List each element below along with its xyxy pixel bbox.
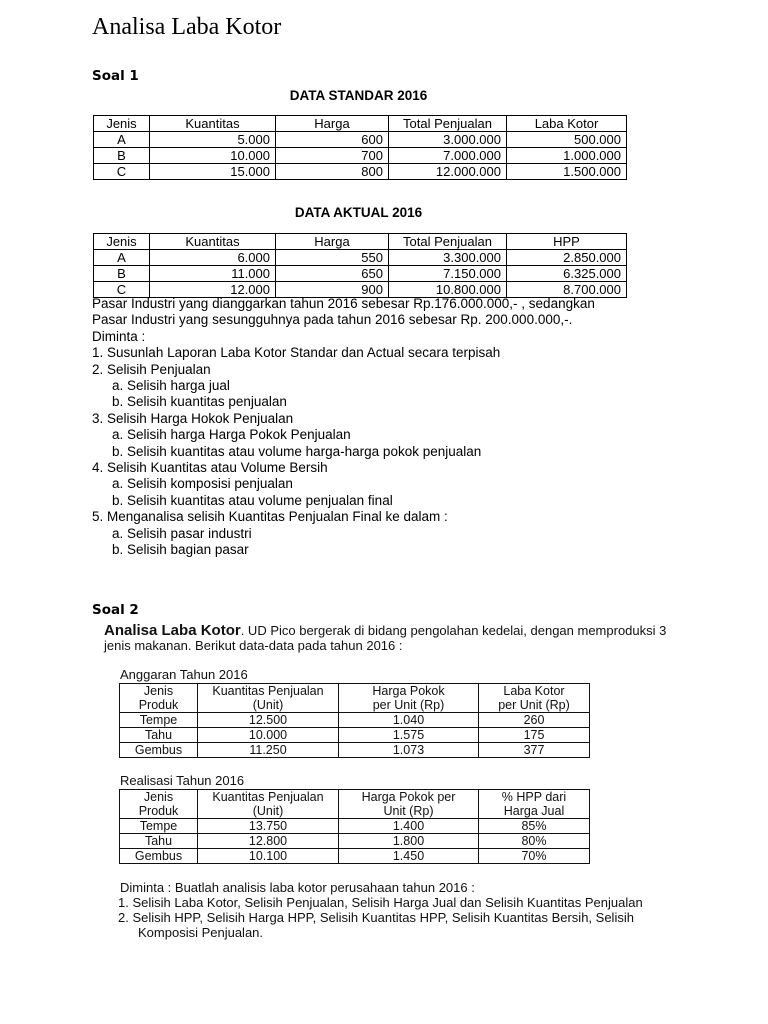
table-cell: Tahu — [120, 834, 198, 849]
list-item: 2. Selisih Penjualan — [92, 361, 211, 377]
column-header: Jenis — [94, 234, 150, 250]
table-cell: 10.800.000 — [389, 282, 507, 298]
table-cell: 2.850.000 — [507, 250, 627, 266]
table-row — [94, 164, 627, 180]
column-header: Harga — [276, 234, 389, 250]
table-cell: 3.000.000 — [389, 132, 507, 148]
table-cell: 800 — [276, 164, 389, 180]
task-list — [104, 895, 694, 940]
realisasi-caption: Realisasi Tahun 2016 — [120, 773, 245, 788]
table-header-row — [94, 116, 627, 132]
column-header: % HPP dari Harga Jual — [479, 790, 590, 819]
column-header: Kuantitas Penjualan (Unit) — [198, 790, 339, 819]
table-header-row — [120, 684, 590, 713]
column-header: HPP — [507, 234, 627, 250]
table-cell: 12.800 — [198, 834, 339, 849]
soal-2-tasks — [104, 880, 694, 940]
intro-bold: Analisa Laba Kotor — [104, 622, 241, 639]
table-cell: C — [94, 164, 150, 180]
intro-text: . UD Pico bergerak di bidang pengolahan kedelai, dengan memproduksi 3 — [240, 623, 667, 638]
table-cell: A — [94, 250, 150, 266]
table-cell: 12.500 — [198, 713, 339, 728]
table-row — [120, 713, 590, 728]
table-cell: 12.000 — [150, 282, 276, 298]
table-cell: C — [94, 282, 150, 298]
standar-table — [93, 115, 627, 180]
table-cell: 500.000 — [507, 132, 627, 148]
table-cell: 1.800 — [339, 834, 479, 849]
table-cell: 15.000 — [150, 164, 276, 180]
table-cell: 10.000 — [150, 148, 276, 164]
table-cell: 900 — [276, 282, 389, 298]
realisasi-table — [119, 789, 590, 864]
table-header-row — [94, 234, 627, 250]
task-list — [92, 345, 652, 558]
table-row — [94, 148, 627, 164]
table-cell: 11.250 — [198, 743, 339, 758]
column-header: Harga Pokok per Unit (Rp) — [339, 684, 479, 713]
table-cell: Tahu — [120, 728, 198, 743]
list-item: 1. Selisih Laba Kotor, Selisih Penjualan, Selisih Harga Jual dan Selisih Kuantitas Penjualan — [118, 895, 643, 910]
table-cell: Gembus — [120, 743, 198, 758]
sub-list-item: b. Selisih bagian pasar — [112, 542, 249, 558]
table-cell: 1.000.000 — [507, 148, 627, 164]
table-cell: 6.325.000 — [507, 266, 627, 282]
sub-list-item: a. Selisih pasar industri — [112, 525, 252, 541]
column-header: Kuantitas Penjualan (Unit) — [198, 684, 339, 713]
column-header: Harga Pokok per Unit (Rp) — [339, 790, 479, 819]
table-cell: 377 — [479, 743, 590, 758]
table-cell: 1.500.000 — [507, 164, 627, 180]
table-cell: 80% — [479, 834, 590, 849]
table-cell: 175 — [479, 728, 590, 743]
sub-list-item: b. Selisih kuantitas penjualan — [112, 394, 287, 410]
column-header: Laba Kotor per Unit (Rp) — [479, 684, 590, 713]
table-cell: 1.450 — [339, 849, 479, 864]
table-cell: B — [94, 148, 150, 164]
table-cell: 700 — [276, 148, 389, 164]
table-cell: 3.300.000 — [389, 250, 507, 266]
anggaran-caption: Anggaran Tahun 2016 — [120, 667, 248, 682]
soal-1-text — [92, 296, 652, 559]
table-row — [120, 743, 590, 758]
table-cell: 5.000 — [150, 132, 276, 148]
column-header: Harga — [276, 116, 389, 132]
soal-1-label: Soal 1 — [92, 68, 139, 84]
table-row — [94, 132, 627, 148]
column-header: Total Penjualan — [389, 116, 507, 132]
intro-text-line2: jenis makanan. Berikut data-data pada tahun 2016 : — [104, 638, 403, 653]
table-row — [120, 728, 590, 743]
diminta-label: Diminta : — [92, 328, 146, 344]
table-cell: 1.073 — [339, 743, 479, 758]
table-cell: 1.040 — [339, 713, 479, 728]
list-item: 2. Selisih HPP, Selisih Harga HPP, Selisih Kuantitas HPP, Selisih Kuantitas Bersih, Selisih — [118, 910, 634, 925]
column-header: Jenis — [94, 116, 150, 132]
standar-heading: DATA STANDAR 2016 — [289, 88, 428, 103]
table-cell: 70% — [479, 849, 590, 864]
table-cell: A — [94, 132, 150, 148]
table-row — [94, 266, 627, 282]
column-header: Jenis Produk — [120, 790, 198, 819]
table-cell: 600 — [276, 132, 389, 148]
list-item-continuation: Komposisi Penjualan. — [138, 925, 264, 940]
sub-list-item: a. Selisih komposisi penjualan — [112, 476, 293, 492]
soal-2-intro — [104, 623, 694, 653]
table-cell: 7.000.000 — [389, 148, 507, 164]
column-header: Total Penjualan — [389, 234, 507, 250]
sub-list-item: b. Selisih kuantitas atau volume penjualan final — [112, 492, 393, 508]
table-cell: 650 — [276, 266, 389, 282]
table-cell: 260 — [479, 713, 590, 728]
table-cell: 8.700.000 — [507, 282, 627, 298]
table-cell: Tempe — [120, 819, 198, 834]
table-cell: 550 — [276, 250, 389, 266]
column-header: Kuantitas — [150, 234, 276, 250]
aktual-heading: DATA AKTUAL 2016 — [294, 205, 423, 220]
paragraph-line: Pasar Industri yang dianggarkan tahun 2016 sebesar Rp.176.000.000,- , sedangkan — [92, 296, 595, 311]
column-header: Laba Kotor — [507, 116, 627, 132]
diminta-label: Diminta : Buatlah analisis laba kotor perusahaan tahun 2016 : — [120, 880, 475, 895]
table-cell: 85% — [479, 819, 590, 834]
table-row — [94, 250, 627, 266]
table-header-row — [120, 790, 590, 819]
list-item: 4. Selisih Kuantitas atau Volume Bersih — [92, 460, 328, 476]
anggaran-table — [119, 683, 590, 758]
table-cell: 10.100 — [198, 849, 339, 864]
table-cell: 1.400 — [339, 819, 479, 834]
table-cell: 1.575 — [339, 728, 479, 743]
column-header: Kuantitas — [150, 116, 276, 132]
soal-2-label: Soal 2 — [92, 602, 139, 618]
sub-list-item: a. Selisih harga jual — [112, 378, 230, 394]
table-cell: 6.000 — [150, 250, 276, 266]
table-row — [120, 834, 590, 849]
table-cell: B — [94, 266, 150, 282]
paragraph-line: Pasar Industri yang sesungguhnya pada tahun 2016 sebesar Rp. 200.000.000,-. — [92, 312, 573, 328]
table-row — [120, 849, 590, 864]
list-item: 5. Menganalisa selisih Kuantitas Penjualan Final ke dalam : — [92, 509, 448, 525]
table-cell: 10.000 — [198, 728, 339, 743]
sub-list-item: b. Selisih kuantitas atau volume harga-harga pokok penjualan — [112, 443, 482, 459]
page-title: Analisa Laba Kotor — [92, 14, 282, 40]
list-item: 1. Susunlah Laporan Laba Kotor Standar dan Actual secara terpisah — [92, 345, 501, 361]
table-row — [120, 819, 590, 834]
sub-list-item: a. Selisih harga Harga Pokok Penjualan — [112, 427, 351, 443]
table-cell: Gembus — [120, 849, 198, 864]
table-cell: Tempe — [120, 713, 198, 728]
table-cell: 7.150.000 — [389, 266, 507, 282]
table-cell: 13.750 — [198, 819, 339, 834]
table-cell: 11.000 — [150, 266, 276, 282]
table-cell: 12.000.000 — [389, 164, 507, 180]
list-item: 3. Selisih Harga Hokok Penjualan — [92, 410, 294, 426]
column-header: Jenis Produk — [120, 684, 198, 713]
aktual-table — [93, 233, 627, 298]
